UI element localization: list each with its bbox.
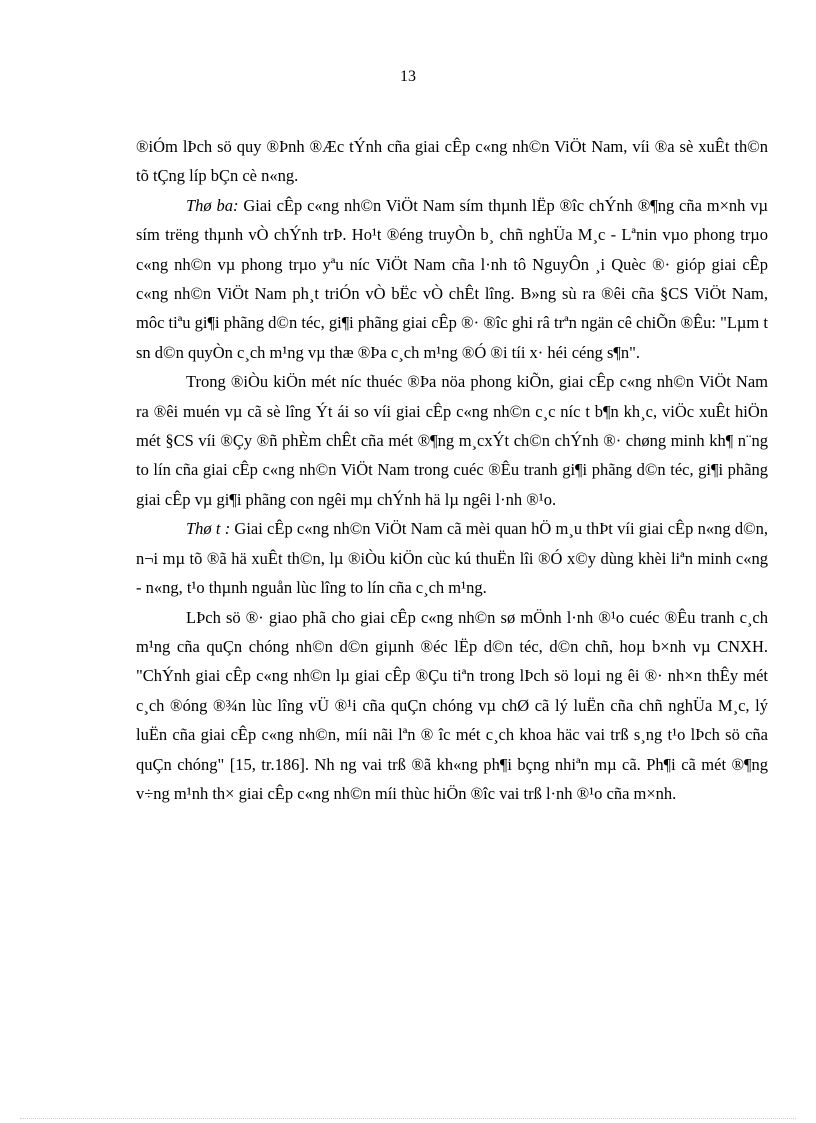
paragraph-text: Giai cÊp c«ng nh©n ViÖt Nam sím thµnh lËp ®îc chÝnh ®¶ng cña m×nh vµ sím trëng thµnh vÒ chÝnh trÞ. Ho¹t ®éng truyÒn b¸ chñ nghÜa M¸c - Lªnin vµo phong trµo c«ng nh©n vµ phong trµo yªu níc ViÖt Nam cña l·nh tô NguyÔn ¸i Quèc ®· gióp giai cÊp c«ng nh©n ViÖt Nam ph¸t triÓn vÒ bËc vÒ chÊt lîng. B»ng sù ra ®êi cña §CS ViÖt Nam, môc tiªu gi¶i phãng d©n téc, gi¶i phãng giai cÊp ®· ®îc ghi râ trªn ngän cê chiÕn ®Êu: "Lµm t sn d©n quyÒn c¸ch m¹ng vµ thæ ®Þa c¸ch m¹ng ®Ó ®i tíi x· héi céng s¶n". (136, 195, 769, 362)
paragraph-1 (136, 132, 768, 191)
page-number: 13 (400, 68, 416, 85)
paragraph-text: Trong ®iÒu kiÖn mét níc thuéc ®Þa nöa phong kiÕn, giai cÊp c«ng nh©n ViÖt Nam ra ®êi muén vµ cã sè lîng Ýt ái so víi giai cÊp c«ng nh©n c¸c níc t b¶n kh¸c, viÖc xuÊt hiÖn mét §CS víi ®Çy ®ñ phÈm chÊt cña mét ®¶ng m¸cxÝt ch©n chÝnh ®· chøng minh kh¶ n¨ng to lín cña giai cÊp c«ng nh©n ViÖt Nam trong cuéc ®Êu tranh gi¶i phãng d©n téc, gi¶i phãng giai cÊp vµ gi¶i phãng con ngêi mµ chÝnh hä lµ ngêi l·nh ®¹o. (136, 372, 768, 509)
paragraph-text: ®iÓm lÞch sö quy ®Þnh ®Æc tÝnh cña giai cÊp c«ng nh©n ViÖt Nam, víi ®a sè xuÊt th©n tõ tÇng líp bÇn cè n«ng. (136, 137, 768, 186)
page-bottom-rule (20, 1118, 796, 1119)
paragraph-lead: Thø t : (186, 519, 231, 539)
paragraph-2 (136, 191, 768, 367)
paragraph-5 (136, 603, 768, 809)
paragraph-text: Giai cÊp c«ng nh©n ViÖt Nam cã mèi quan hÖ m¸u thÞt víi giai cÊp n«ng d©n, n¬i mµ tõ ®ã hä xuÊt th©n, lµ ®iÒu kiÖn cùc kú thuËn lîi ®Ó x©y dùng khèi liªn minh c«ng - n«ng, t¹o thµnh nguån lùc lîng to lín cña c¸ch m¹ng. (136, 519, 768, 598)
paragraph-lead: Thø ba: (186, 195, 239, 215)
paragraph-3 (136, 367, 768, 514)
paragraph-text: LÞch sö ®· giao phã cho giai cÊp c«ng nh©n sø mÖnh l·nh ®¹o cuéc ®Êu tranh c¸ch m¹ng cña quÇn chóng nh©n d©n giµnh ®éc lËp d©n téc, d©n chñ, hoµ b×nh vµ CNXH. "ChÝnh giai cÊp c«ng nh©n lµ giai cÊp ®Çu tiªn trong lÞch sö loµi ng êi ®· nh×n thÊy mét c¸ch ®óng ®¾n lùc lîng vÜ ®¹i cña quÇn chóng vµ chØ cã lý luËn cña chñ nghÜa M¸c, lý luËn cña giai cÊp c«ng nh©n, míi nãi lªn ® îc mét c¸ch khoa häc vai trß s¸ng t¹o lÞch sö cña quÇn chóng" [15, tr.186]. Nh ng vai trß ®ã kh«ng ph¶i bçng nhiªn mµ cã. Ph¶i cã mét ®¶ng v÷ng m¹nh th× giai cÊp c«ng nh©n míi thùc hiÖn ®îc vai trß l·nh ®¹o cña m×nh. (136, 607, 768, 803)
body-text (136, 132, 768, 808)
paragraph-4 (136, 514, 768, 602)
